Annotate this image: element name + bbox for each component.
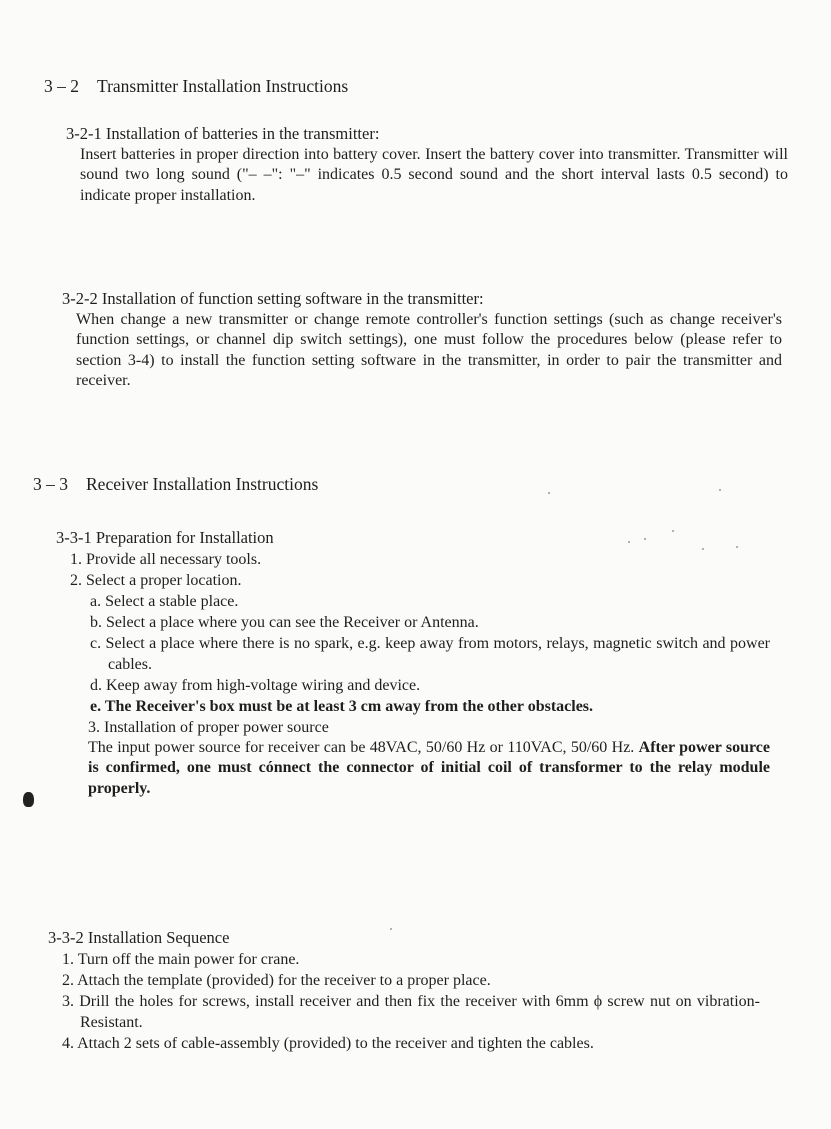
section-number: 3 – 3 bbox=[33, 474, 68, 494]
scan-speck bbox=[672, 530, 674, 532]
list-item: 1. Turn off the main power for crane. bbox=[62, 950, 300, 968]
body-text-bold: After power source is confirmed, one must cónnect the connector of initial coil of transformer to the relay module properly. bbox=[88, 738, 770, 797]
list-item: a. Select a stable place. bbox=[90, 592, 239, 610]
section-title: Transmitter Installation Instructions bbox=[97, 76, 349, 96]
subsection-body: Insert batteries in proper direction into battery cover. Insert the battery cover into transmitter. Transmitter will sound two long sound ("– –": "–" indicates 0.5 second sound and the short interval lasts 0.5 second) to indicate proper installation. bbox=[80, 145, 788, 204]
section-title: Receiver Installation Instructions bbox=[86, 474, 319, 494]
list-item: 2. Attach the template (provided) for the receiver to a proper place. bbox=[62, 971, 491, 989]
section-number: 3 – 2 bbox=[44, 76, 79, 96]
list-item: 3. Installation of proper power source bbox=[88, 718, 329, 736]
scan-speck bbox=[628, 541, 630, 543]
subsection-title: 3-3-1 Preparation for Installation bbox=[56, 528, 274, 547]
section-3-3-heading bbox=[33, 474, 318, 495]
list-item: 3. Drill the holes for screws, install receiver and then fix the receiver with 6mm ϕ screw nut on vibration- Resistant. bbox=[62, 992, 760, 1031]
scan-speck bbox=[702, 548, 704, 550]
scan-speck bbox=[719, 489, 721, 491]
subsection-title: 3-3-2 Installation Sequence bbox=[48, 928, 230, 947]
subsection-title: 3-2-1 Installation of batteries in the transmitter: bbox=[66, 124, 380, 143]
section-3-2-heading bbox=[44, 76, 348, 97]
subsection-body: When change a new transmitter or change remote controller's function settings (such as change receiver's function settings, or channel dip switch settings), one must follow the procedures below (please refer to section 3-4) to install the function setting software in the transmitter, in order to pair the transmitter and receiver. bbox=[76, 310, 782, 389]
list-item: d. Keep away from high-voltage wiring and device. bbox=[90, 676, 421, 694]
subsection-3-3-1 bbox=[56, 528, 770, 799]
scan-speck bbox=[548, 492, 550, 494]
list-item: 4. Attach 2 sets of cable-assembly (provided) to the receiver and tighten the cables. bbox=[62, 1034, 594, 1052]
subsection-3-3-2 bbox=[48, 928, 760, 1054]
scan-speck bbox=[644, 538, 646, 540]
subsection-3-2-2 bbox=[62, 289, 782, 392]
scan-speck bbox=[390, 928, 392, 930]
body-text: The input power source for receiver can be 48VAC, 50/60 Hz or 110VAC, 50/60 Hz. bbox=[88, 738, 639, 756]
scan-speck bbox=[736, 546, 738, 548]
bullet-mark-icon bbox=[23, 792, 34, 807]
list-item: b. Select a place where you can see the Receiver or Antenna. bbox=[90, 613, 479, 631]
subsection-3-2-1 bbox=[66, 124, 788, 206]
list-item: e. The Receiver's box must be at least 3 cm away from the other obstacles. bbox=[90, 697, 594, 715]
list-item-body bbox=[88, 738, 770, 800]
list-item: 1. Provide all necessary tools. bbox=[70, 550, 262, 568]
subsection-title: 3-2-2 Installation of function setting software in the transmitter: bbox=[62, 289, 484, 308]
list-item: 2. Select a proper location. bbox=[70, 571, 242, 589]
list-item: c. Select a place where there is no spark, e.g. keep away from motors, relays, magnetic switch and power cables. bbox=[90, 634, 770, 673]
